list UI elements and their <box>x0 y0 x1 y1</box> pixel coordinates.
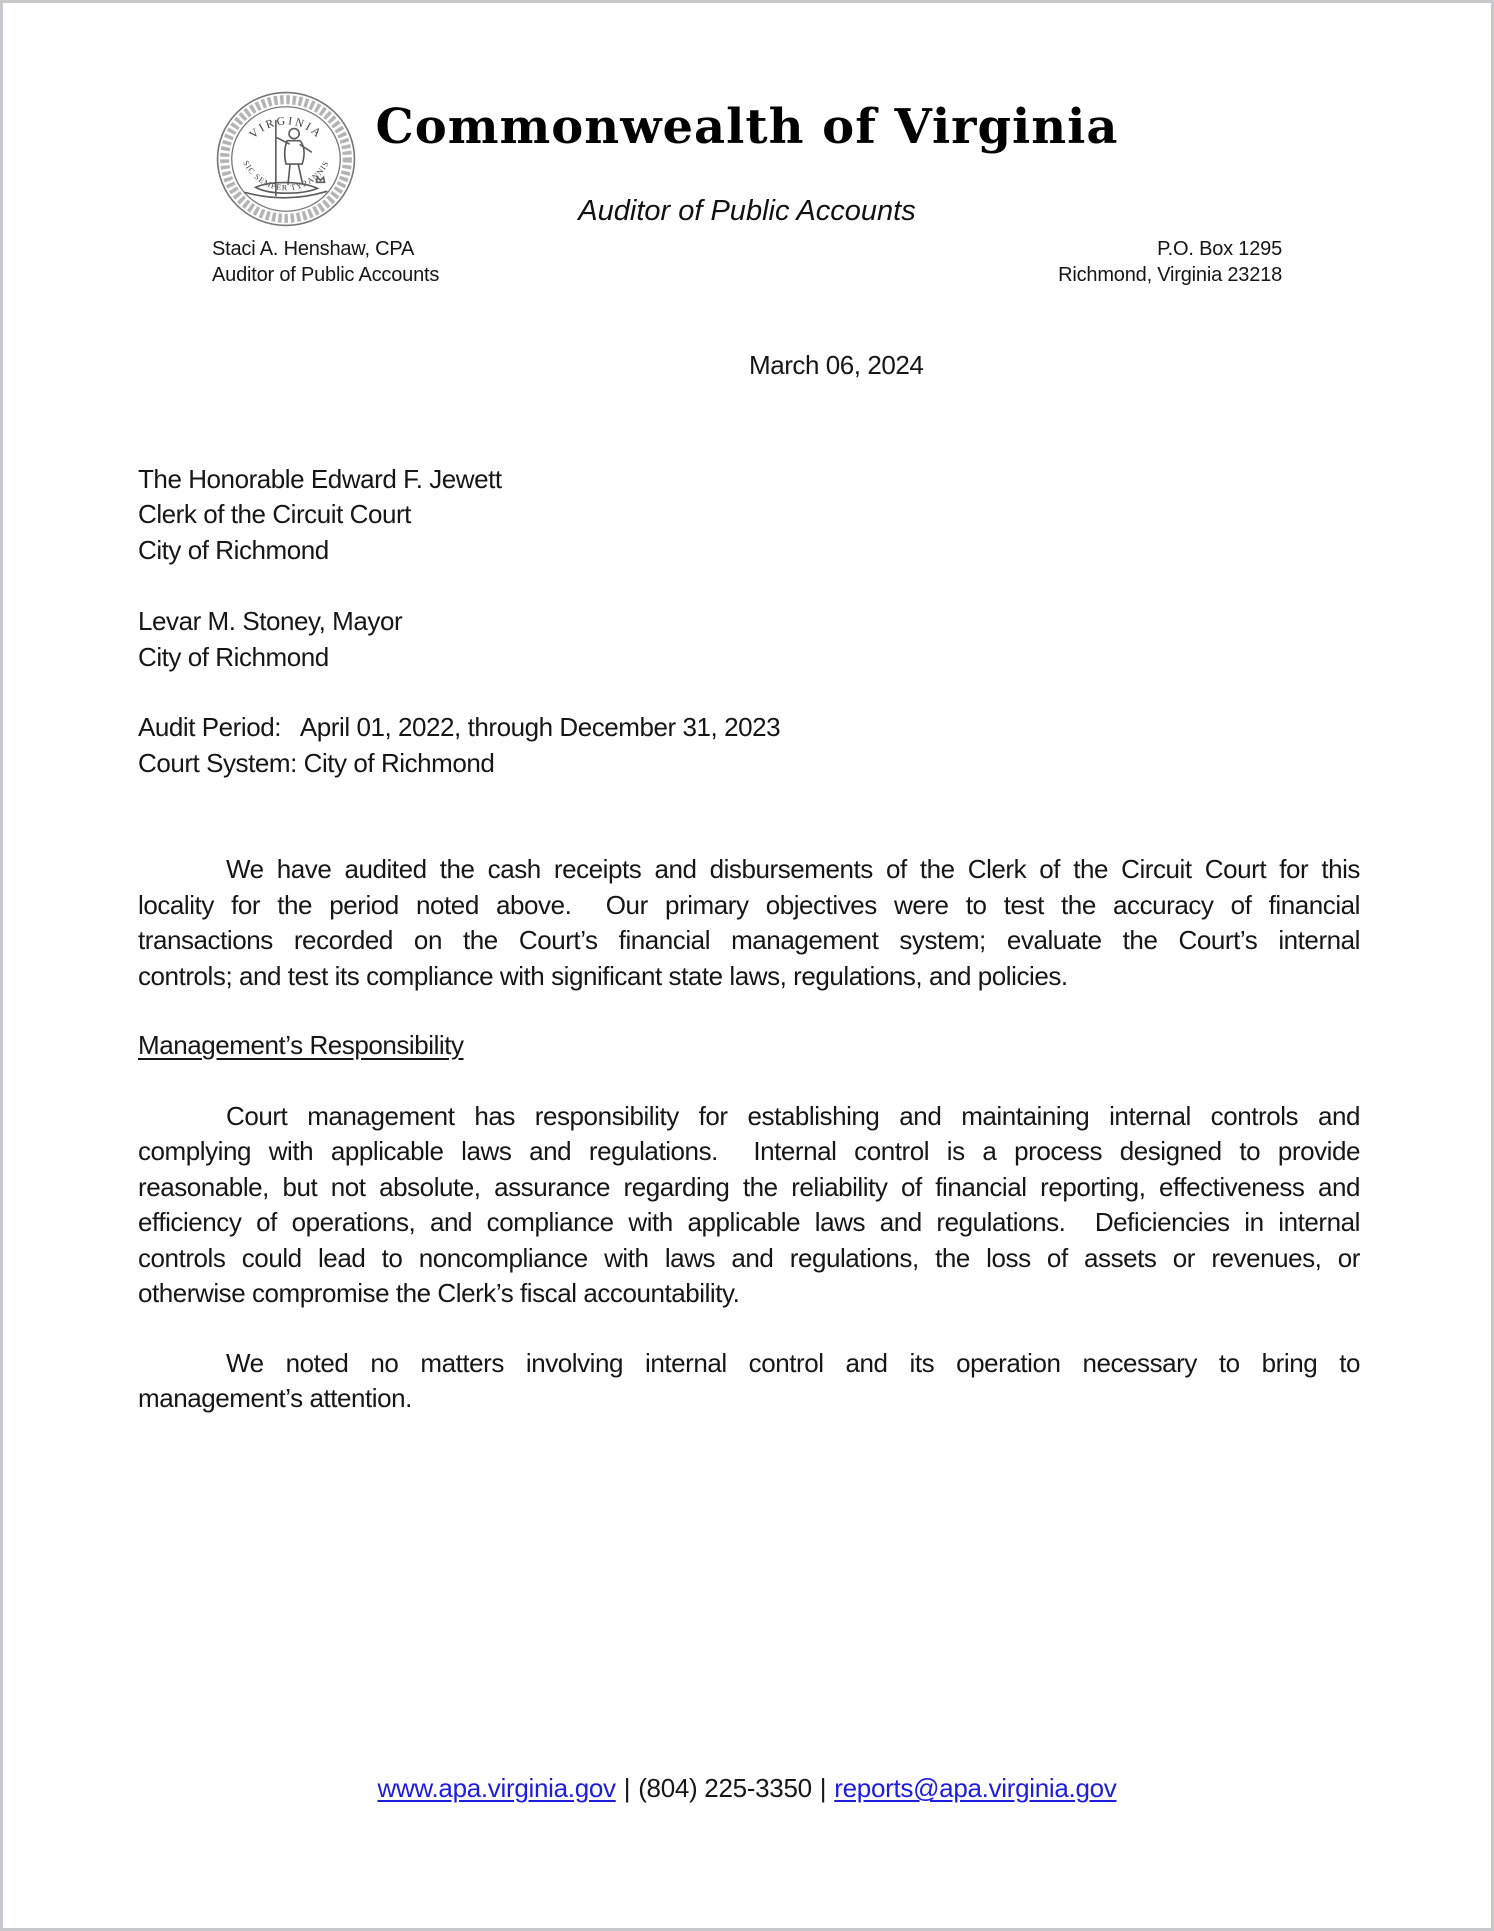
seal-bottom-text: SIC SEMPER TYRANNIS <box>241 158 331 193</box>
paragraph-no-matters <box>138 1346 1360 1417</box>
letterhead-title: Commonwealth of Virginia <box>375 99 1119 155</box>
paragraph-line: efficiency of operations, and compliance with applicable laws and regulations. Deficiencies in internal <box>138 1207 1360 1237</box>
recipient-block-mayor <box>138 604 1360 675</box>
office-address-block <box>1058 236 1282 288</box>
paragraph-line: controls; and test its compliance with significant state laws, regulations, and policies. <box>138 960 1068 991</box>
recipient-name: Levar M. Stoney, Mayor <box>138 606 403 636</box>
page-footer <box>3 1773 1491 1804</box>
audit-period: Audit Period: April 01, 2022, through December 31, 2023 <box>138 712 781 742</box>
phone-number: (804) 225-3350 <box>638 1773 812 1803</box>
footer-separator: | <box>819 1773 827 1803</box>
footer-separator: | <box>623 1773 631 1803</box>
recipient-name: The Honorable Edward F. Jewett <box>138 463 502 494</box>
letterhead-subtitle: Auditor of Public Accounts <box>578 195 916 227</box>
letter-body <box>138 348 1360 1417</box>
official-title: Auditor of Public Accounts <box>212 264 440 286</box>
website-link[interactable]: www.apa.virginia.gov <box>377 1773 616 1803</box>
paragraph-line: reasonable, but not absolute, assurance regarding the reliability of financial reporting, effectiveness and <box>138 1171 1360 1202</box>
paragraph-line: We noted no matters involving internal control and its operation necessary to bring to <box>226 1347 1360 1378</box>
address-po-box: P.O. Box 1295 <box>1157 238 1282 260</box>
email-link[interactable]: reports@apa.virginia.gov <box>834 1773 1117 1803</box>
paragraph-line: We have audited the cash receipts and disbursements of the Clerk of the Circuit Court for this <box>226 854 1360 884</box>
letter-date: March 06, 2024 <box>749 350 924 380</box>
official-name-block <box>212 236 439 288</box>
paragraph-line: otherwise compromise the Clerk’s fiscal accountability. <box>138 1278 740 1308</box>
audit-info-block <box>138 710 1360 781</box>
paragraph-line: transactions recorded on the Court’s financial management system; evaluate the Court’s internal <box>138 925 1360 955</box>
paragraph-management-responsibility <box>138 1099 1360 1312</box>
paragraph-audit-scope <box>138 852 1360 994</box>
recipient-title: Clerk of the Circuit Court <box>138 499 411 529</box>
recipient-locality: City of Richmond <box>138 641 329 672</box>
recipient-locality: City of Richmond <box>138 534 329 565</box>
paragraph-line: Court management has responsibility for establishing and maintaining internal controls and <box>226 1100 1360 1131</box>
official-name: Staci A. Henshaw, CPA <box>212 238 415 260</box>
paragraph-line: management’s attention. <box>138 1383 412 1413</box>
seal-top-text: VIRGINIA <box>246 114 326 142</box>
recipient-block-clerk <box>138 462 1360 569</box>
paragraph-line: locality for the period noted above. Our primary objectives were to test the accuracy of financial <box>138 889 1360 920</box>
section-heading: Management’s Responsibility <box>138 1030 464 1060</box>
paragraph-line: complying with applicable laws and regulations. Internal control is a process designed to provide <box>138 1136 1360 1166</box>
address-city: Richmond, Virginia 23218 <box>1058 264 1282 286</box>
paragraph-line: controls could lead to noncompliance with laws and regulations, the loss of assets or revenues, or <box>138 1242 1360 1273</box>
court-system: Court System: City of Richmond <box>138 747 495 778</box>
